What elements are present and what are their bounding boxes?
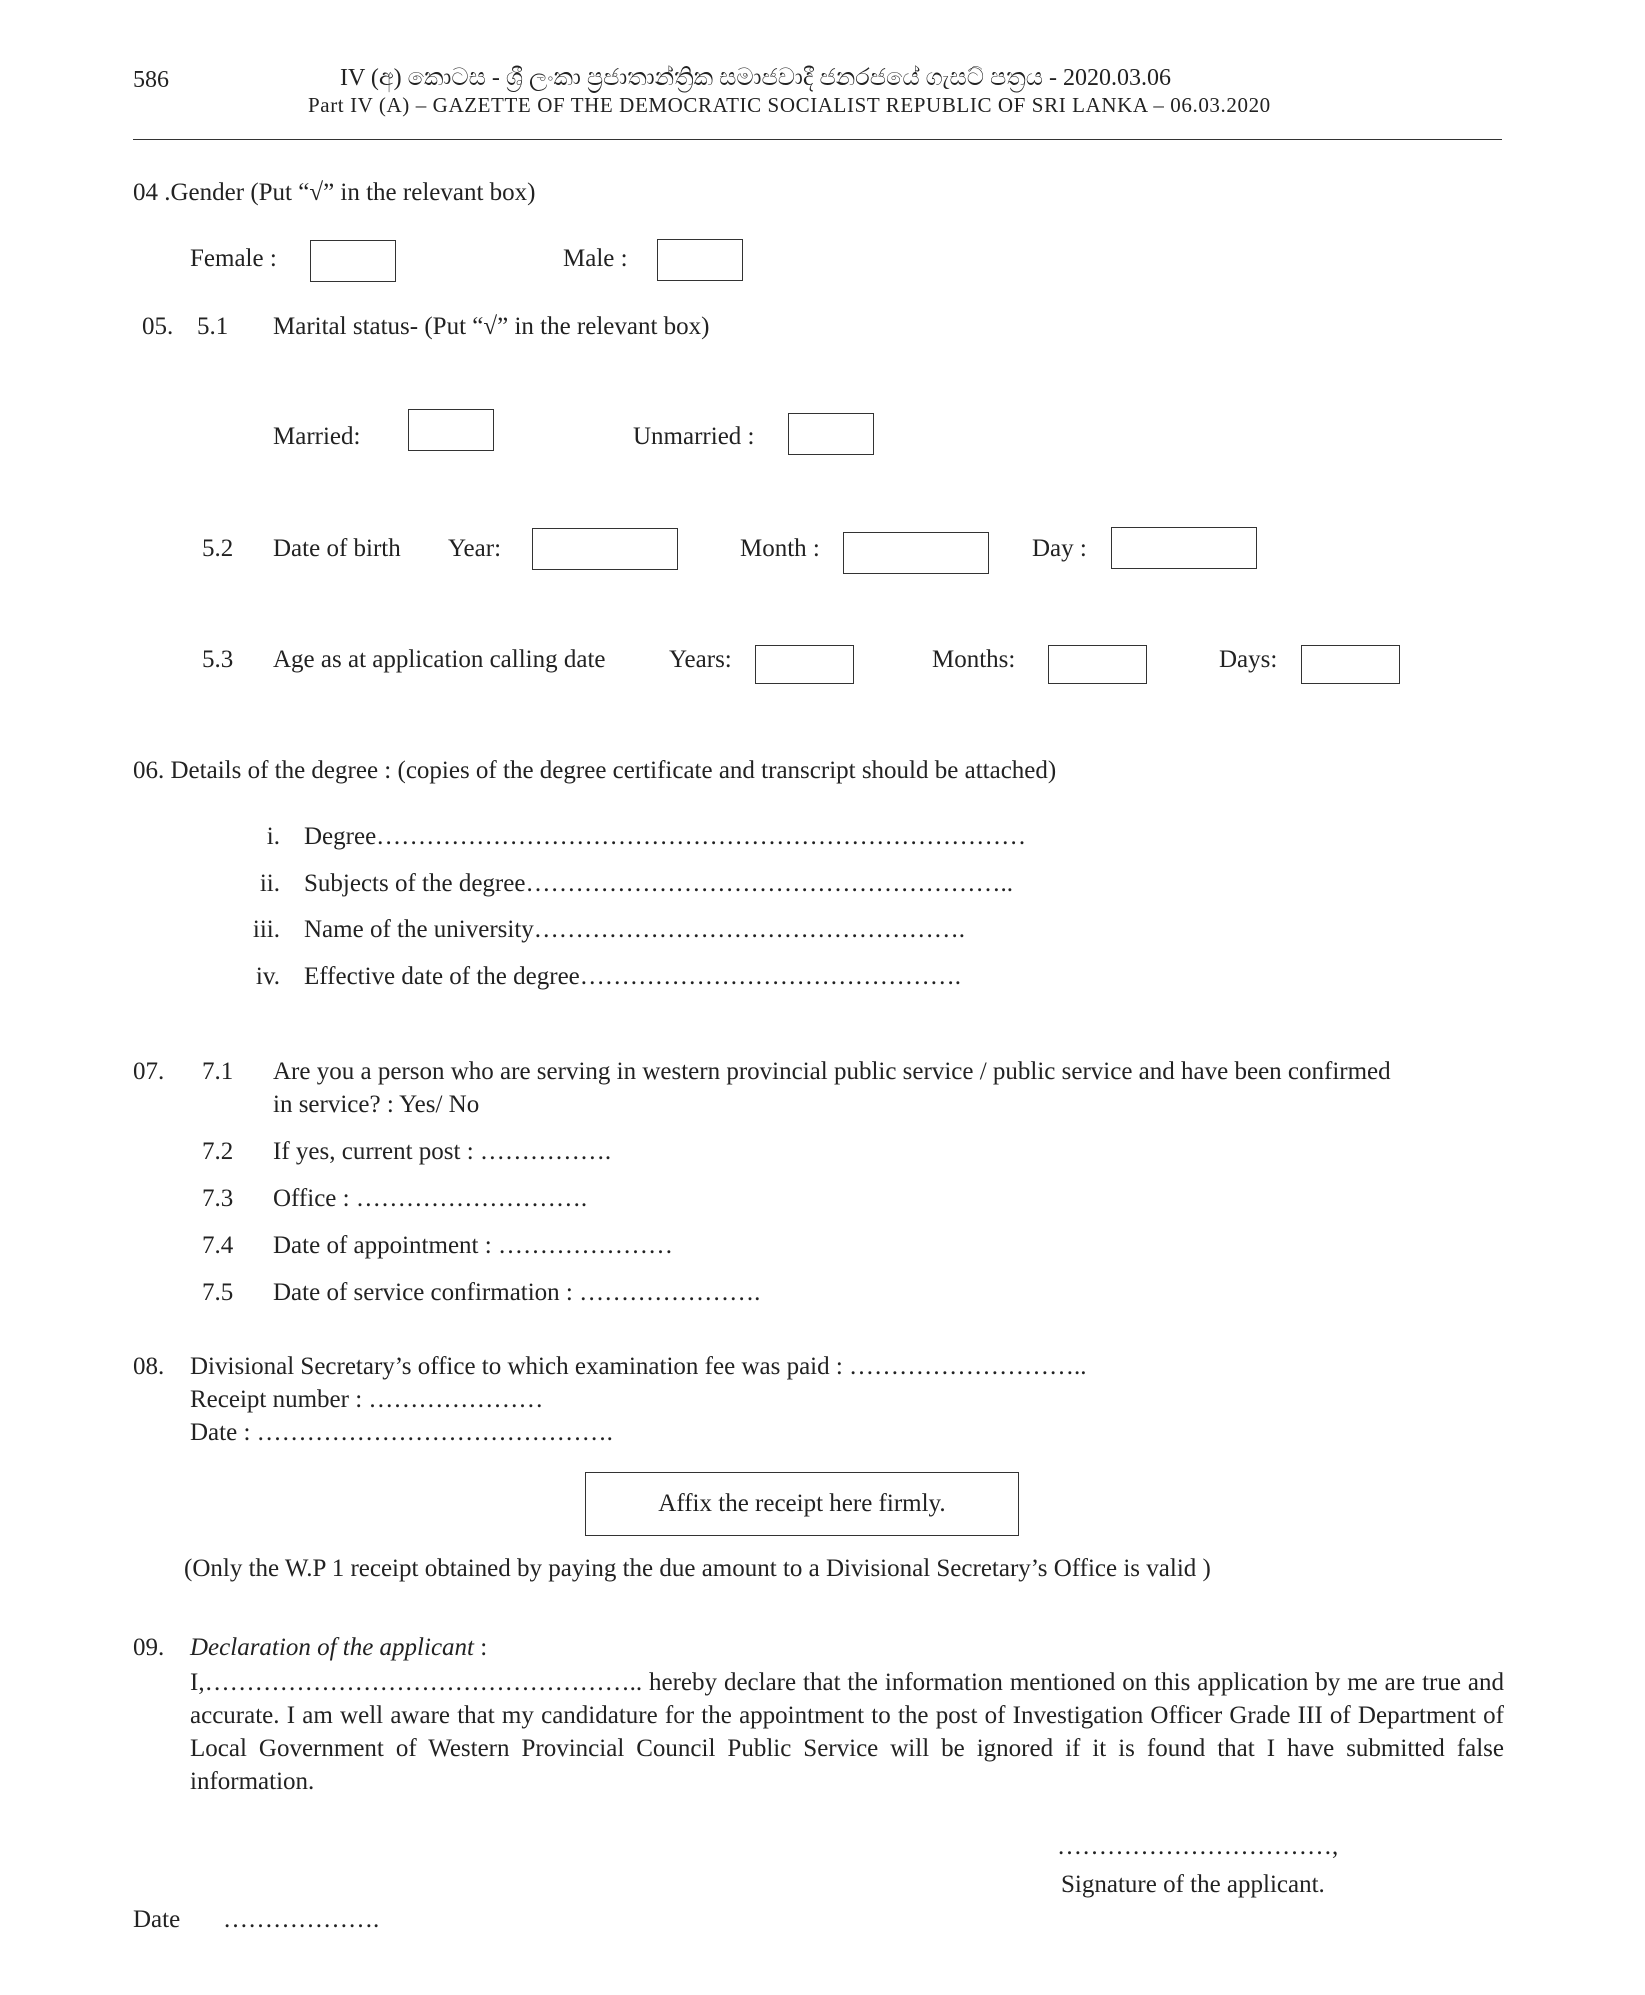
section-07-number: 07. (133, 1058, 165, 1085)
q-7-5-text: Date of service confirmation : …………………. (273, 1279, 761, 1306)
receipt-box-label: Affix the receipt here firmly. (658, 1490, 946, 1517)
years-label: Years: (669, 646, 732, 673)
q-7-2-text: If yes, current post : ……………. (273, 1138, 612, 1165)
section-08-number: 08. (133, 1353, 165, 1380)
q-7-4-text: Date of appointment : ………………… (273, 1232, 673, 1259)
date-line: ………………. (223, 1906, 380, 1933)
section-5-3-number: 5.3 (202, 646, 234, 673)
dob-month-field[interactable] (843, 532, 989, 574)
q-7-3-number: 7.3 (202, 1185, 234, 1212)
receipt-attachment-box[interactable] (585, 1472, 1019, 1536)
fee-office-line: Divisional Secretary’s office to which examination fee was paid : ……………………….. (190, 1353, 1087, 1380)
days-label: Days: (1219, 646, 1278, 673)
section-5-2-number: 5.2 (202, 535, 234, 562)
declaration-body: I,…………………………………………….. hereby declare that the information mentioned on this application by me are true and accurate. I am well aware that my candidature for the appointment to the post of Investigation Officer Grade III of Department of Local Government of Western Provincial Council Public Service will be ignored if it is found that I have submitted false information. (190, 1669, 1504, 1795)
age-days-field[interactable] (1301, 645, 1400, 684)
degree-item-text: Subjects of the degree………………………………………………….. (304, 870, 1013, 897)
q-7-5-number: 7.5 (202, 1279, 234, 1306)
months-label: Months: (932, 646, 1016, 673)
receipt-number-line: Receipt number : ………………… (190, 1386, 544, 1413)
day-label: Day : (1032, 535, 1087, 562)
dob-year-field[interactable] (532, 528, 678, 570)
degree-item-text: Effective date of the degree………………………………………. (304, 963, 962, 990)
degree-item-number: i. (266, 823, 280, 850)
year-label: Year: (448, 535, 502, 562)
married-checkbox[interactable] (408, 409, 494, 451)
age-label: Age as at application calling date (273, 646, 606, 673)
receipt-validity-note: (Only the W.P 1 receipt obtained by paying the due amount to a Divisional Secretary’s Office is valid ) (184, 1555, 1211, 1582)
age-years-field[interactable] (755, 645, 854, 684)
female-label: Female : (190, 245, 277, 272)
signature-line: ……………………………, (1057, 1833, 1339, 1860)
unmarried-label: Unmarried : (633, 423, 755, 450)
unmarried-checkbox[interactable] (788, 413, 874, 455)
header-rule (133, 139, 1502, 140)
declaration-title-suffix: : (473, 1634, 488, 1661)
gender-title: 04 .Gender (Put “√” in the relevant box) (133, 179, 536, 206)
declaration-title (190, 1633, 487, 1663)
age-months-field[interactable] (1048, 645, 1147, 684)
section-05-number: 05. (142, 313, 174, 340)
q-7-1-text: Are you a person who are serving in western provincial public service / public service and have been confirmed (273, 1058, 1391, 1085)
degree-details-title: 06. Details of the degree : (copies of the degree certificate and transcript should be attached) (133, 757, 1057, 784)
page-number: 586 (133, 67, 169, 93)
male-checkbox[interactable] (657, 239, 743, 281)
section-09-number: 09. (133, 1634, 165, 1661)
q-7-2-number: 7.2 (202, 1138, 234, 1165)
degree-item-text: Degree…………………………………………………………………… (304, 823, 1027, 850)
q-7-1-text-continued: in service? : Yes/ No (273, 1091, 480, 1118)
declaration-title-text: Declaration of the applicant (190, 1634, 474, 1661)
degree-item-number: ii. (259, 870, 280, 897)
q-7-1-number: 7.1 (202, 1058, 234, 1085)
section-5-1-number: 5.1 (197, 313, 229, 340)
married-label: Married: (273, 423, 361, 450)
header-part-prefix: Part (308, 93, 345, 117)
male-label: Male : (563, 245, 628, 272)
q-7-3-text: Office : ………………………. (273, 1185, 588, 1212)
female-checkbox[interactable] (310, 240, 396, 282)
marital-status-title: Marital status- (Put “√” in the relevant box) (273, 313, 710, 340)
q-7-4-number: 7.4 (202, 1232, 234, 1259)
month-label: Month : (740, 535, 820, 562)
header-english-text: IV (A) – GAZETTE OF THE DEMOCRATIC SOCIALIST REPUBLIC OF SRI LANKA – 06.03.2020 (350, 93, 1271, 117)
dob-label: Date of birth (273, 535, 401, 562)
degree-item-text: Name of the university……………………………………………. (304, 916, 966, 943)
header-sinhala-line: IV (අ) කොටස - ශ්‍රී ලංකා ප්‍රජාතාන්ත්‍රික සමාජවාදී ජනරජයේ ගැසට් පත්‍රය - 2020.03.06 (340, 65, 1171, 91)
degree-item-number: iii. (252, 916, 280, 943)
dob-day-field[interactable] (1111, 527, 1257, 569)
degree-item-number: iv. (255, 963, 280, 990)
header-english-line (308, 93, 1271, 118)
fee-date-line: Date : ……………………………………. (190, 1419, 613, 1446)
date-label: Date (133, 1906, 181, 1933)
signature-label: Signature of the applicant. (1061, 1871, 1325, 1898)
